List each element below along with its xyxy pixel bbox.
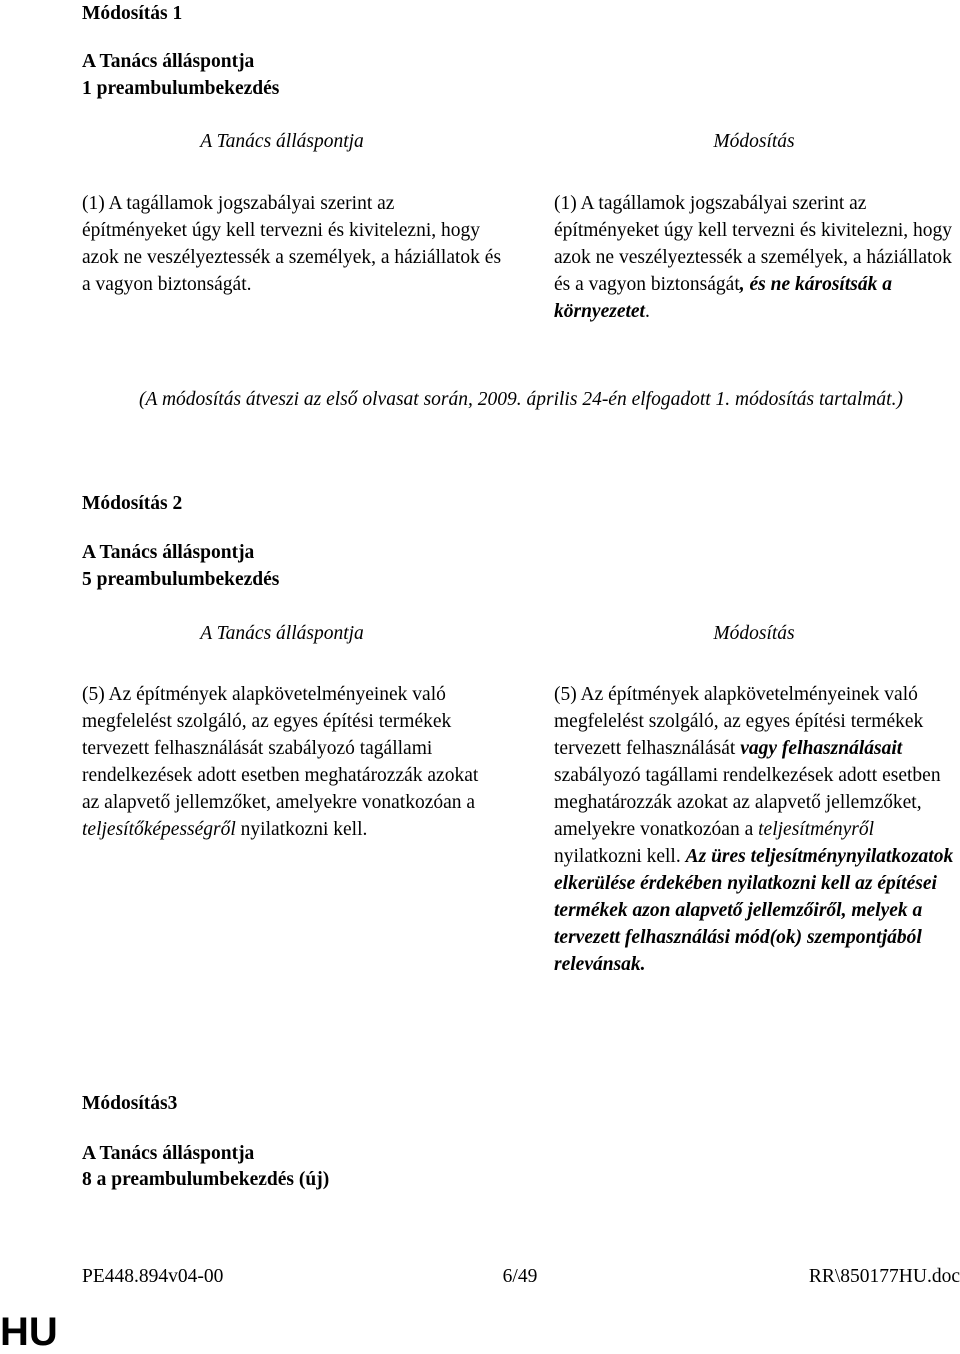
amendment-1-note: (A módosítás átveszi az első olvasat során, 2009. április 24-én elfogadott 1. módosítás tartalmát.) [139,389,903,410]
footer-language-code: HU [0,1310,58,1354]
amendment-1-left-column-heading: A Tanács álláspontja [200,131,364,152]
amendment-2-reference: 5 preambulumbekezdés [82,569,280,590]
footer-document-id: PE448.894v04-00 [82,1266,224,1287]
amendment-3-reference: 8 a preambulumbekezdés (új) [82,1169,330,1190]
footer-file-name: RR\850177HU.doc [808,1266,960,1287]
amendment-2-council-text: (5) Az építmények alapkövetelményeinek való megfelelést szolgáló, az egyes építési termékek tervezett felhasználását szabályozó tagállami rendelkezések adott esetben meghatározzák azokat az alapvető jellemzőket, amelyekre vonatkozóan a teljesítőképességről nyilatkozni kell. [82,684,479,840]
amendment-3-title: Módosítás3 [82,1093,178,1114]
amendment-1-right-column-heading: Módosítás [713,131,795,152]
amendment-3-position: A Tanács álláspontja [82,1143,255,1164]
amendment-2-title: Módosítás 2 [82,493,183,514]
amendment-1-position: A Tanács álláspontja [82,51,255,72]
amendment-1-council-text: (1) A tagállamok jogszabályai szerint az építményeket úgy kell tervezni és kivitelezni, hogy azok ne veszélyeztessék a személyek, a háziállatok és a vagyon biztonságát. [82,193,502,295]
amendment-2-position: A Tanács álláspontja [82,542,255,563]
amendment-1-amended-text: (1) A tagállamok jogszabályai szerint az építményeket úgy kell tervezni és kivitelezni, hogy azok ne veszélyeztessék a személyek, a háziállatok és a vagyon biztonságát, és ne károsítsák a környezetet. [554,193,952,322]
amendment-2-right-column-heading: Módosítás [713,623,795,644]
amendment-1-title: Módosítás 1 [82,3,183,24]
amendment-1-reference: 1 preambulumbekezdés [82,78,280,99]
amendment-2-left-column-heading: A Tanács álláspontja [200,623,364,644]
amendment-2-amended-text: (5) Az építmények alapkövetelményeinek való megfelelést szolgáló, az egyes építési termékek tervezett felhasználását vagy felhasználásait szabályozó tagállami rendelkezések adott esetben meghatározzák azokat az alapvető jellemzőket, amelyekre vonatkozóan a teljesítményről nyilatkozni kell. Az üres teljesítménynyilatkozatok elkerülése érdekében nyilatkozni kell az építései termékek azon alapvető jellemzőiről, melyek a tervezett felhasználási mód(ok) szempontjából relevánsak. [554,684,954,975]
footer-page-number: 6/49 [502,1266,538,1287]
